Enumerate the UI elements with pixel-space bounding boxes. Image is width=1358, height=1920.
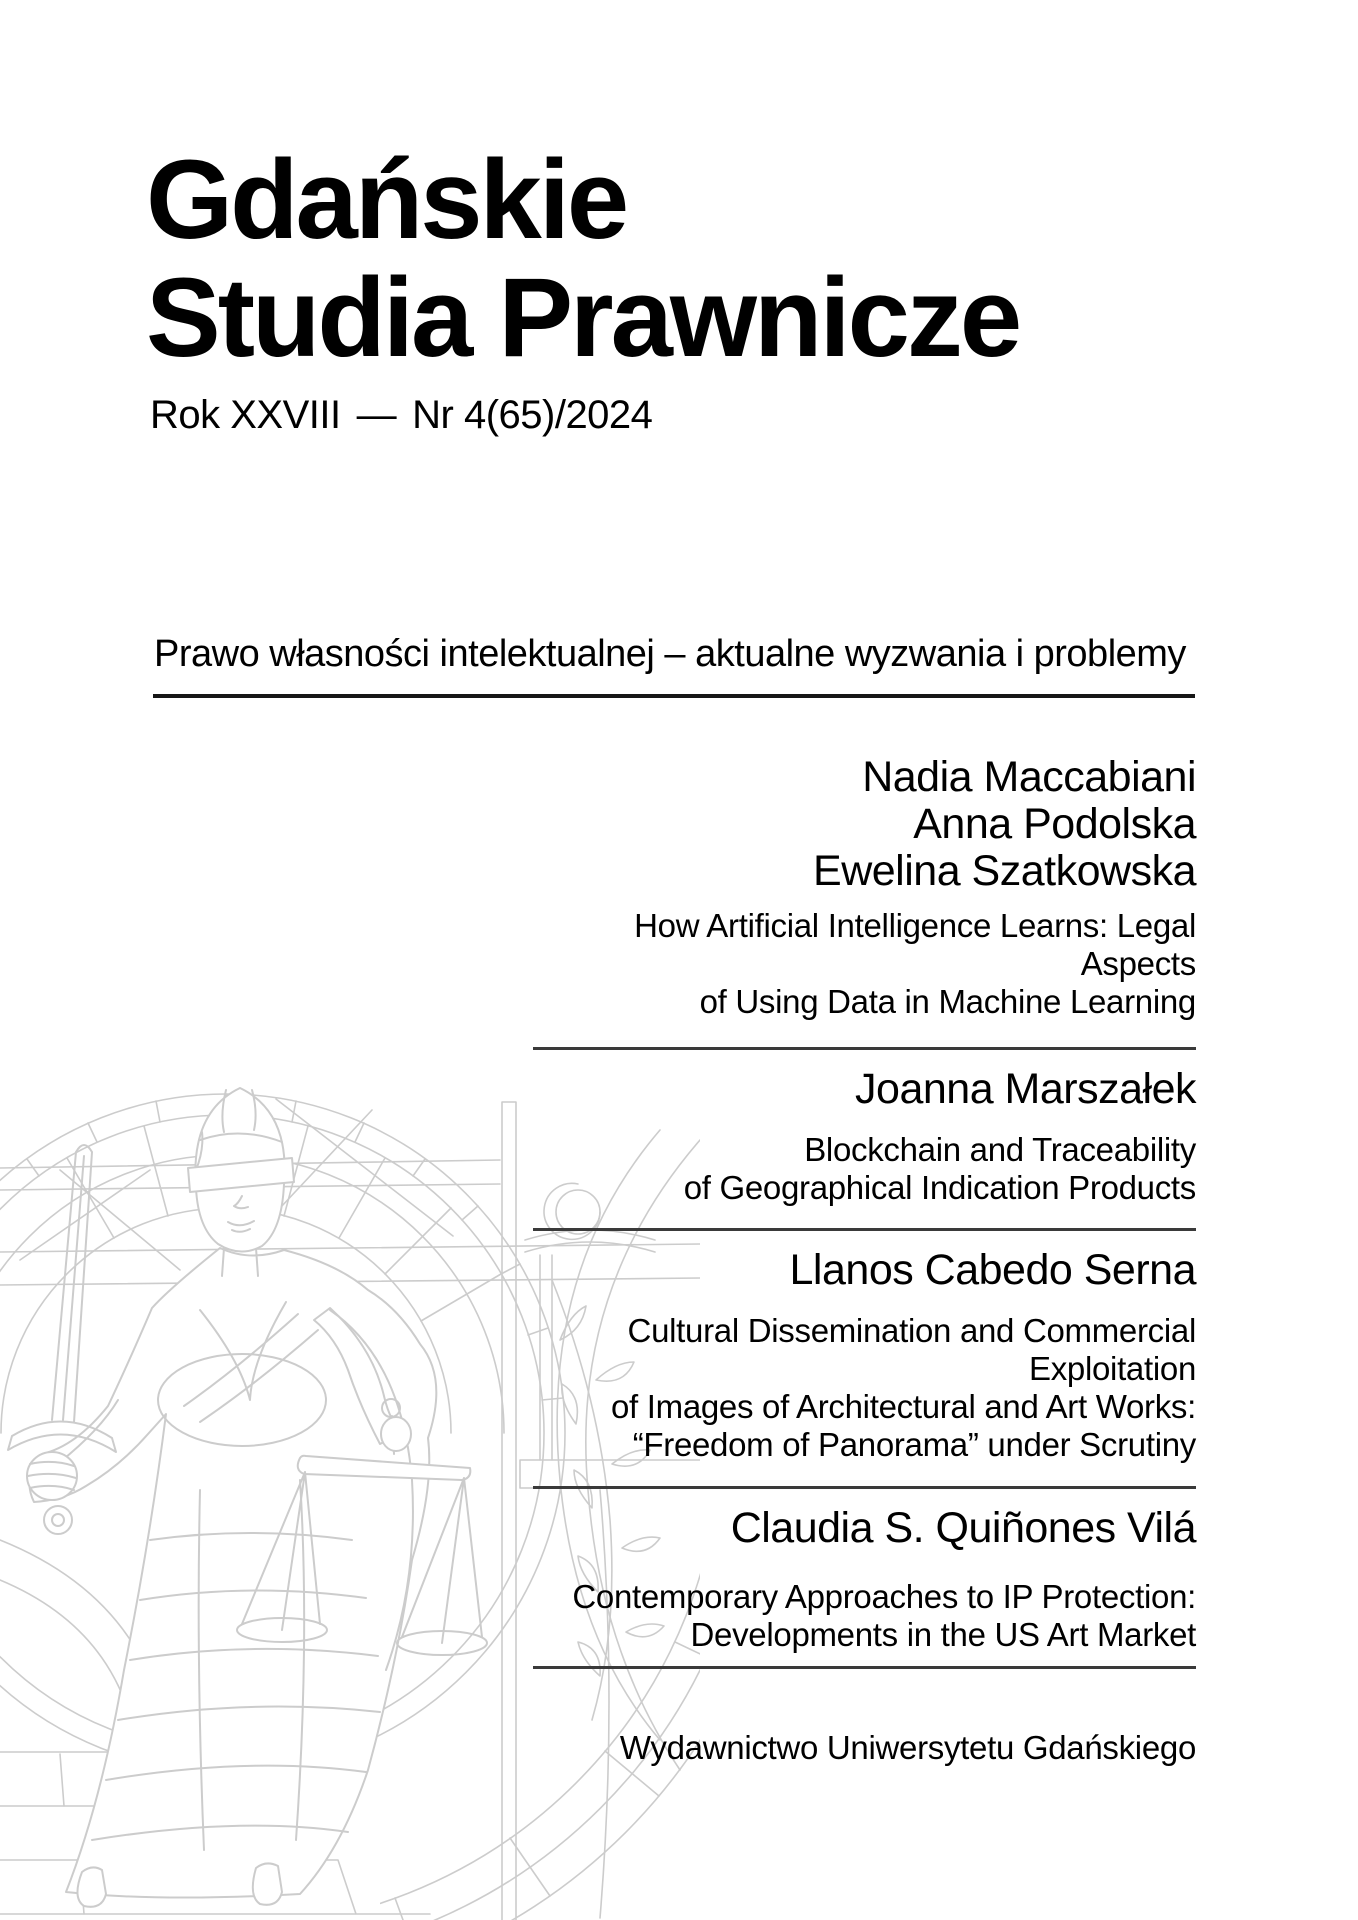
article-authors — [533, 1247, 1196, 1294]
article-authors — [533, 1505, 1196, 1552]
author-name: Claudia S. Quiñones Vilá — [730, 1504, 1196, 1552]
article-title — [533, 1131, 1196, 1207]
article-title-line: of Geographical Indication Products — [683, 1169, 1196, 1206]
publisher-name: Wydawnictwo Uniwersytetu Gdańskiego — [619, 1729, 1196, 1766]
issue-theme-title: Prawo własności intelektualnej – aktualne wyzwania i problemy — [154, 633, 1186, 675]
article-title-line: “Freedom of Panorama” under Scrutiny — [632, 1426, 1196, 1463]
article-title-line: Developments in the US Art Market — [690, 1616, 1196, 1653]
entry-separator — [533, 1666, 1196, 1669]
toc-entry — [533, 1050, 1196, 1228]
author-name: Joanna Marszałek — [855, 1065, 1196, 1113]
article-title — [533, 1578, 1196, 1654]
journal-title-line1: Gdańskie — [146, 137, 627, 262]
right-foot — [253, 1863, 282, 1904]
article-title-line: of Images of Architectural and Art Works: — [610, 1388, 1196, 1425]
volume-label: Rok XXVIII — [150, 393, 341, 437]
pole — [502, 1102, 516, 1920]
author-name: Llanos Cabedo Serna — [789, 1246, 1196, 1294]
volume-issue-line — [150, 393, 652, 437]
article-title-line: How Artificial Intelligence Learns: Legal Aspects — [634, 907, 1196, 982]
article-title — [533, 907, 1196, 1021]
issue-label: Nr 4(65)/2024 — [412, 393, 653, 437]
article-title-line: of Using Data in Machine Learning — [699, 983, 1196, 1020]
journal-title — [146, 137, 1020, 380]
author-name: Anna Podolska — [913, 800, 1196, 848]
article-title-line: Blockchain and Traceability — [804, 1131, 1196, 1168]
article-title-line: Contemporary Approaches to IP Protection: — [572, 1578, 1196, 1615]
article-authors — [533, 1066, 1196, 1113]
article-title-line: Cultural Dissemination and Commercial Exploitation — [627, 1312, 1196, 1387]
article-authors — [533, 754, 1196, 895]
author-name: Nadia Maccabiani — [862, 753, 1196, 801]
toc-entry — [533, 754, 1196, 1047]
theme-rule — [153, 694, 1195, 698]
author-name: Ewelina Szatkowska — [813, 847, 1196, 895]
left-foot — [77, 1867, 106, 1906]
article-title — [533, 1312, 1196, 1464]
toc-entry — [533, 1489, 1196, 1666]
toc-entry — [533, 1231, 1196, 1486]
journal-title-line2: Studia Prawnicze — [146, 255, 1020, 380]
table-of-contents — [533, 754, 1196, 1768]
volume-issue-dash: — — [356, 393, 397, 437]
